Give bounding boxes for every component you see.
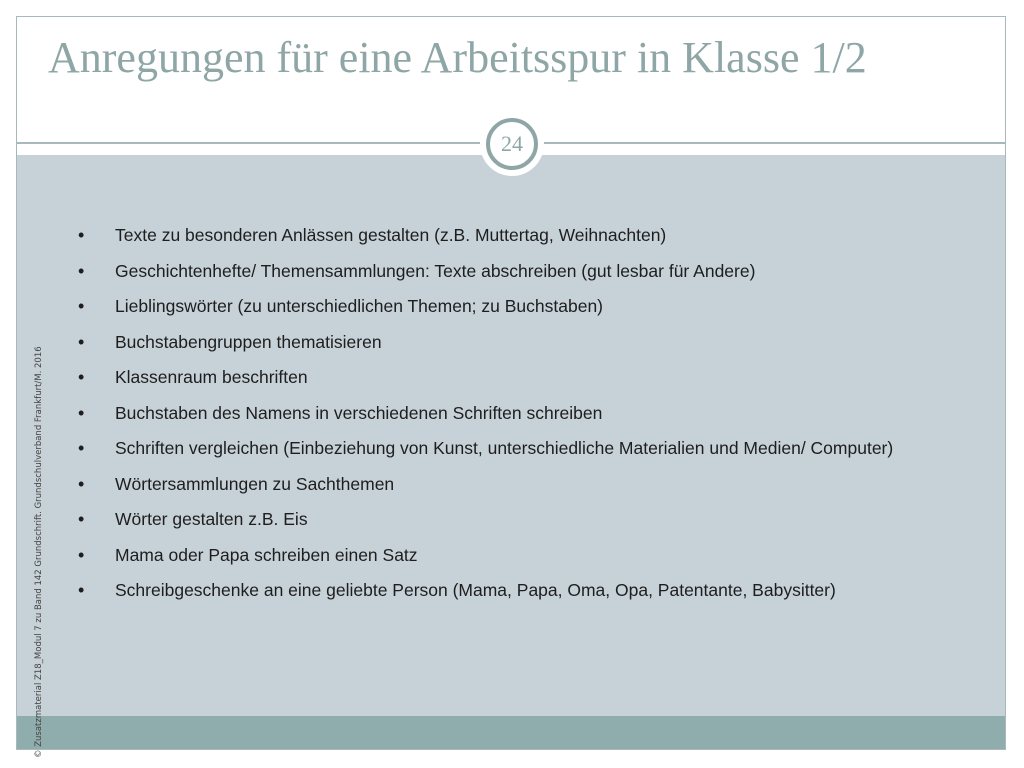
bullet-item: • Klassenraum beschriften [76,360,956,396]
bullet-item: • Schreibgeschenke an eine geliebte Person (Mama, Papa, Oma, Opa, Patentante, Babysitter) [76,573,956,609]
page-number: 24 [486,118,538,170]
slide-title: Anregungen für eine Arbeitsspur in Klasse 1/2 [48,33,867,82]
bullet-item: • Geschichtenhefte/ Themensammlungen: Texte abschreiben (gut lesbar für Andere) [76,254,956,290]
copyright-note: © Zusatzmaterial Z18_Modul 7 zu Band 142 Grundschrift. Grundschulverband Frankfurt/M. 2016 [34,346,44,758]
page-number-badge [480,112,544,176]
bullet-item: • Schriften vergleichen (Einbeziehung von Kunst, unterschiedliche Materialien und Medien/ Computer) [76,431,956,467]
bottom-band [17,716,1005,749]
bullet-item: • Buchstaben des Namens in verschiedenen Schriften schreiben [76,396,956,432]
bullet-item: • Buchstabengruppen thematisieren [76,325,956,361]
bullet-item: • Wörter gestalten z.B. Eis [76,502,956,538]
bullet-item: • Wörtersammlungen zu Sachthemen [76,467,956,503]
bullet-list [76,218,956,609]
bullet-item: • Texte zu besonderen Anlässen gestalten (z.B. Muttertag, Weihnachten) [76,218,956,254]
bullet-item: • Mama oder Papa schreiben einen Satz [76,538,956,574]
bullet-item: • Lieblingswörter (zu unterschiedlichen Themen; zu Buchstaben) [76,289,956,325]
